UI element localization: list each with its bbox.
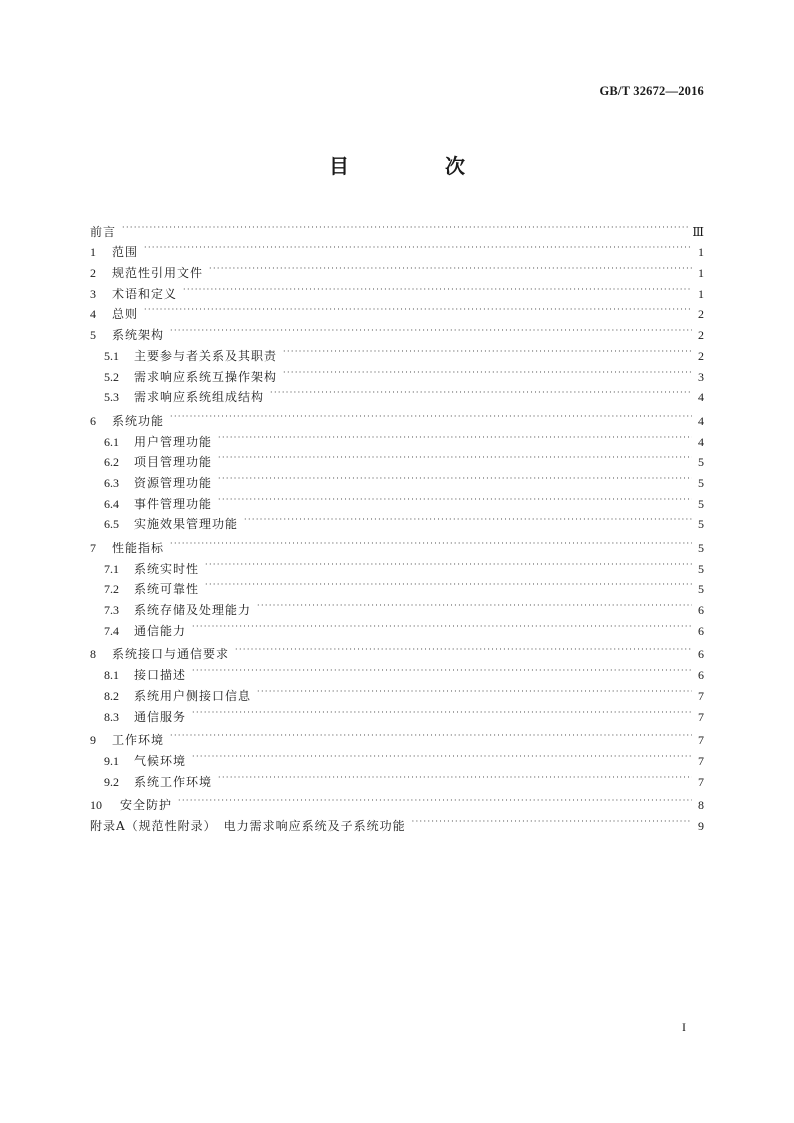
toc-entry-page: 5	[698, 455, 704, 470]
toc-entry-label: 需求响应系统互操作架构	[134, 369, 278, 384]
toc-entry[interactable]	[90, 425, 704, 449]
toc-entry-label: 通信服务	[134, 709, 187, 724]
toc-leader-dots	[257, 679, 692, 700]
toc-entry-page: 7	[698, 733, 704, 748]
toc-entry-label: 用户管理功能	[134, 434, 213, 449]
toc-entry-number: 2	[90, 266, 96, 281]
toc-entry[interactable]	[90, 404, 704, 428]
toc-entry-label: 实施效果管理功能	[134, 517, 239, 532]
toc-entry[interactable]	[90, 339, 704, 363]
toc-leader-dots	[144, 298, 692, 319]
page-number: I	[682, 1020, 686, 1034]
toc-entry-label: 系统实时性	[134, 561, 200, 576]
toc-entry-label: 范围	[112, 245, 139, 260]
toc-entry-number: 5	[90, 328, 96, 343]
toc-entry-number: 9.1	[104, 753, 119, 768]
toc-leader-dots	[218, 765, 692, 786]
toc-entry-number: 7.3	[104, 603, 119, 618]
toc-entry-page: 6	[698, 623, 704, 638]
toc-entry-page: 2	[698, 328, 704, 343]
toc-leader-dots	[122, 215, 688, 236]
toc-entry-number: 7.1	[104, 561, 119, 576]
toc-entry-label: 总则	[112, 307, 139, 322]
toc-entry[interactable]	[90, 552, 704, 576]
page-title: 目 次	[329, 154, 503, 178]
table-of-contents	[90, 215, 704, 833]
toc-entry-label: 气候环境	[134, 753, 187, 768]
toc-leader-dots	[257, 593, 692, 614]
toc-entry-page: 5	[698, 517, 704, 532]
toc-leader-dots	[218, 446, 692, 467]
toc-leader-dots	[205, 552, 692, 573]
toc-entry[interactable]	[90, 789, 704, 813]
toc-entry-page: 4	[698, 434, 704, 449]
toc-leader-dots	[283, 339, 692, 360]
toc-leader-dots	[170, 404, 692, 425]
toc-entry-number: 8	[90, 647, 96, 662]
toc-entry-page: 5	[698, 496, 704, 511]
toc-entry-label: 附录A（规范性附录） 电力需求响应系统及子系统功能	[90, 818, 406, 833]
toc-entry-number: 4	[90, 307, 96, 322]
toc-entry[interactable]	[90, 318, 704, 343]
toc-leader-dots	[170, 531, 692, 552]
toc-entry-label: 术语和定义	[112, 286, 178, 301]
toc-entry-number: 6.3	[104, 475, 119, 490]
toc-leader-dots	[192, 658, 692, 679]
toc-entry-number: 5.1	[104, 348, 119, 363]
toc-leader-dots	[218, 487, 692, 508]
toc-entry-label: 工作环境	[112, 733, 165, 748]
toc-entry[interactable]	[90, 531, 704, 555]
toc-entry-label: 系统功能	[112, 413, 165, 428]
toc-entry-page: Ⅲ	[692, 224, 704, 239]
toc-entry[interactable]	[90, 215, 704, 239]
toc-entry-label: 资源管理功能	[134, 475, 213, 490]
toc-entry-number: 1	[90, 245, 96, 260]
toc-leader-dots	[218, 466, 692, 487]
toc-entry-number: 6.1	[104, 434, 119, 449]
toc-entry-page: 2	[698, 348, 704, 363]
toc-entry-page: 4	[698, 390, 704, 405]
toc-leader-dots	[270, 381, 692, 402]
toc-leader-dots	[283, 360, 692, 381]
toc-entry-label: 事件管理功能	[134, 496, 213, 511]
toc-entry-page: 7	[698, 688, 704, 703]
toc-entry-label: 系统接口与通信要求	[112, 647, 230, 662]
toc-entry[interactable]	[90, 298, 704, 322]
toc-entry-number: 7.2	[104, 582, 119, 597]
toc-entry-page: 7	[698, 709, 704, 724]
toc-entry-number: 6.2	[104, 455, 119, 470]
toc-entry-number: 6	[90, 413, 96, 428]
toc-entry-number: 10	[90, 798, 102, 813]
toc-entry-page: 8	[698, 798, 704, 813]
toc-entry[interactable]	[90, 724, 704, 748]
toc-entry-label: 主要参与者关系及其职责	[134, 348, 278, 363]
toc-leader-dots	[205, 573, 692, 594]
toc-leader-dots	[192, 700, 692, 721]
toc-entry-number: 9.2	[104, 774, 119, 789]
toc-entry-label: 接口描述	[134, 668, 187, 683]
toc-entry-number: 7	[90, 541, 96, 555]
toc-entry-label: 系统用户侧接口信息	[134, 688, 252, 703]
standard-code: GB/T 32672—2016	[599, 84, 704, 98]
toc-entry-label: 系统存储及处理能力	[134, 603, 252, 618]
toc-entry-page: 5	[698, 475, 704, 490]
toc-entry[interactable]	[90, 277, 704, 301]
toc-entry-page: 6	[698, 647, 704, 662]
toc-entry-page: 6	[698, 603, 704, 618]
toc-entry-number: 5.3	[104, 390, 119, 405]
toc-entry[interactable]	[90, 744, 704, 768]
toc-entry-label: 系统工作环境	[134, 774, 213, 789]
toc-entry-label: 通信能力	[134, 623, 187, 638]
toc-leader-dots	[192, 614, 692, 635]
toc-leader-dots	[183, 277, 692, 298]
toc-entry-label: 前言	[90, 224, 117, 239]
toc-entry-number: 5.2	[104, 369, 119, 384]
toc-leader-dots	[235, 638, 692, 659]
toc-entry-number: 8.1	[104, 668, 119, 683]
toc-entry-number: 9	[90, 733, 96, 748]
toc-entry-label: 需求响应系统组成结构	[134, 390, 265, 405]
toc-entry-page: 5	[698, 541, 704, 555]
toc-entry-label: 安全防护	[120, 798, 173, 813]
toc-entry-page: 7	[698, 774, 704, 789]
toc-entry[interactable]	[90, 809, 704, 833]
toc-leader-dots	[178, 789, 692, 810]
toc-leader-dots	[412, 809, 692, 830]
toc-entry-label: 规范性引用文件	[112, 266, 204, 281]
toc-entry[interactable]	[90, 256, 704, 281]
toc-entry-number: 6.4	[104, 496, 119, 511]
toc-entry-number: 7.4	[104, 623, 119, 638]
toc-leader-dots	[218, 425, 692, 446]
toc-entry-page: 5	[698, 582, 704, 597]
toc-entry-page: 1	[698, 266, 704, 281]
toc-entry-page: 1	[698, 245, 704, 260]
toc-leader-dots	[170, 724, 692, 745]
toc-leader-dots	[244, 508, 692, 529]
toc-entry-label: 性能指标	[112, 541, 165, 555]
toc-entry-page: 9	[698, 818, 704, 833]
toc-leader-dots	[144, 236, 692, 257]
toc-entry-page: 2	[698, 307, 704, 322]
toc-entry-label: 系统可靠性	[134, 582, 200, 597]
toc-entry-label: 项目管理功能	[134, 455, 213, 470]
toc-leader-dots	[209, 256, 692, 277]
toc-entry-page: 6	[698, 668, 704, 683]
toc-entry-number: 8.3	[104, 709, 119, 724]
toc-entry-page: 5	[698, 561, 704, 576]
toc-entry[interactable]	[90, 236, 704, 260]
toc-entry-page: 7	[698, 753, 704, 768]
toc-entry-number: 3	[90, 286, 96, 301]
toc-entry-number: 6.5	[104, 517, 119, 532]
toc-entry-page: 3	[698, 369, 704, 384]
toc-leader-dots	[170, 318, 692, 339]
toc-entry-page: 4	[698, 413, 704, 428]
toc-entry-page: 1	[698, 286, 704, 301]
toc-leader-dots	[192, 744, 692, 765]
toc-entry-number: 8.2	[104, 688, 119, 703]
toc-entry-label: 系统架构	[112, 328, 165, 343]
